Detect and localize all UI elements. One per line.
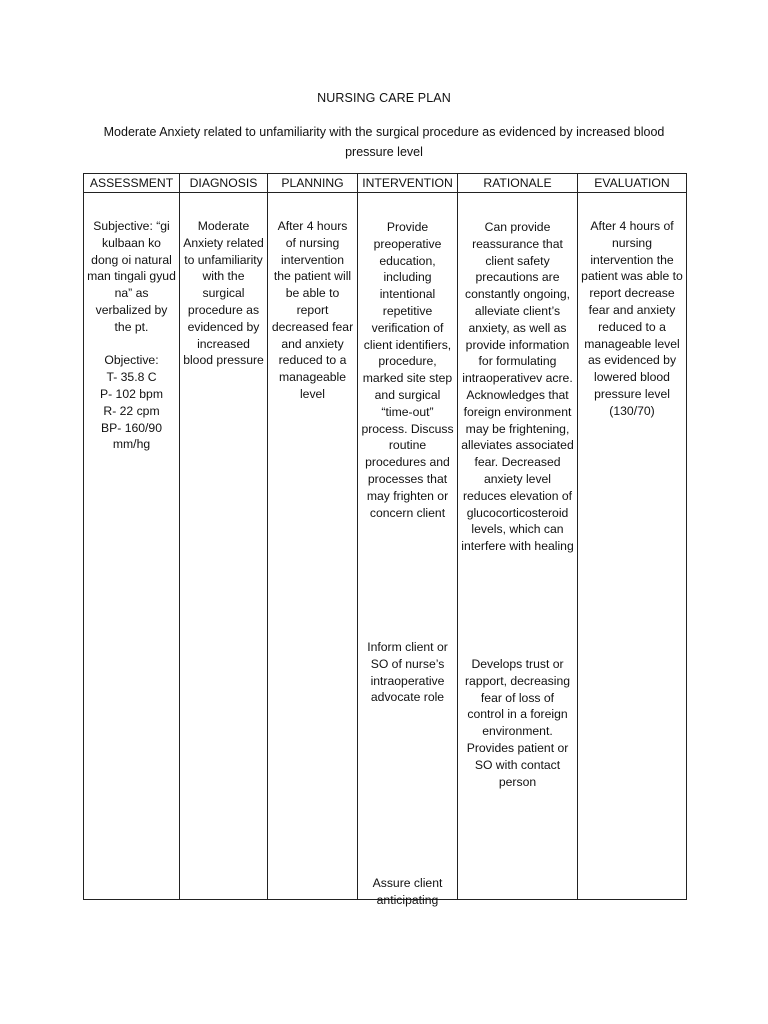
care-plan-problem-statement: Moderate Anxiety related to unfamiliarity with the surgical procedure as evidenced by increased blood pressure level [103,125,665,159]
vital-respiration: R- 22 cpm [103,403,160,418]
column-header-assessment: ASSESSMENT [84,174,180,193]
intervention-1: Provide preoperative education, including intentional repetitive verification of client identifiers, procedure, marked site step and surgical “time-out” process. Discuss routine procedures and processes that may frighten or concern client [361,220,454,520]
diagnosis-cell [180,193,268,900]
vital-pulse: P- 102 bpm [99,386,163,401]
column-header-rationale: RATIONALE [458,174,578,193]
intervention-cell [358,193,458,907]
table-row [84,193,687,900]
evaluation-text: After 4 hours of nursing intervention the patient was able to report decrease fear and anxiety reduced to a manageable level as evidenced by lowered blood pressure level (130/70) [581,219,683,418]
vital-blood-pressure: BP- 160/90 mm/hg [101,420,162,452]
rationale-cell [458,193,578,900]
objective-label: Objective: [104,353,159,368]
column-header-diagnosis: DIAGNOSIS [180,174,268,193]
assessment-cell [84,193,180,900]
planning-cell [268,193,358,900]
table-header-row [84,174,687,193]
intervention-3: Assure client anticipating [372,876,443,907]
subjective-data: Subjective: “gi kulbaan ko dong oi natural man tingali gyud na” as verbalized by the pt. [87,219,176,334]
evaluation-cell [578,193,687,900]
diagnosis-text: Moderate Anxiety related to unfamiliarity with the surgical procedure as evidenced by increased blood pressure [183,219,264,368]
planning-text: After 4 hours of nursing intervention the patient will be able to report decreased fear and anxiety reduced to a manageable level [271,219,354,401]
intervention-2: Inform client or SO of nurse’s intraoperative advocate role [367,640,448,705]
column-header-intervention: INTERVENTION [358,174,458,193]
rationale-1: Can provide reassurance that client safety precautions are constantly ongoing, alleviate client’s anxiety, as well as provide information for formulating intraoperativev acre. Acknowledges that foreign environment may be frightening, alleviates associated fear. Decreased anxiety level reduces elevation of glucocorticosteroid levels, which can interfere with healing [461,220,574,554]
rationale-2: Develops trust or rapport, decreasing fear of loss of control in a foreign environment. Provides patient or SO with contact person [464,657,570,789]
vital-temperature: T- 35.8 C [106,370,157,385]
column-header-planning: PLANNING [268,174,358,193]
care-plan-table [83,173,687,907]
column-header-evaluation: EVALUATION [578,174,687,193]
page-title: NURSING CARE PLAN [317,91,451,105]
